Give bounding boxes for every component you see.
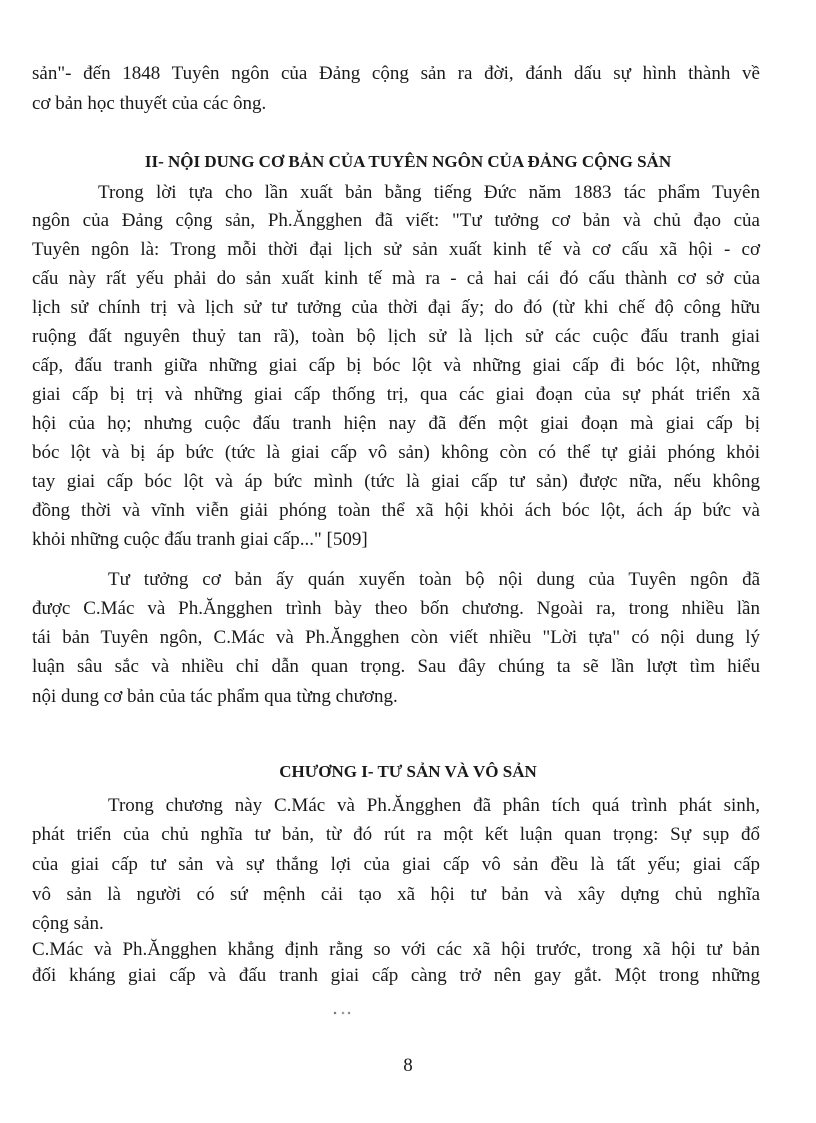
- text-line: được C.Mác và Ph.Ăngghen trình bày theo bốn chương. Ngoài ra, trong nhiều lần: [32, 598, 760, 619]
- text-line: ngôn của Đảng cộng sản, Ph.Ăngghen đã viết: "Tư tưởng cơ bản và chủ đạo của: [32, 210, 760, 231]
- text-line: cấu này rất yếu phải do sản xuất kinh tế mà ra - cả hai cái đó cấu thành cơ sở của: [32, 268, 760, 289]
- chapter-heading: CHƯƠNG I- TƯ SẢN VÀ VÔ SẢN: [279, 762, 537, 781]
- text-line: ruộng đất nguyên thuỷ tan rã), toàn bộ lịch sử là lịch sử các cuộc đấu tranh giai: [32, 326, 760, 347]
- text-line: của giai cấp tư sản và sự thắng lợi của giai cấp vô sản đều là tất yếu; giai cấp: [32, 854, 760, 875]
- text-line: sản"- đến 1848 Tuyên ngôn của Đảng cộng sản ra đời, đánh dấu sự hình thành về: [32, 63, 760, 84]
- text-line: luận sâu sắc và nhiều chỉ dẫn quan trọng. Sau đây chúng ta sẽ lần lượt tìm hiểu: [32, 656, 760, 677]
- text-line: tái bản Tuyên ngôn, C.Mác và Ph.Ăngghen còn viết nhiều "Lời tựa" có nội dung lý: [32, 627, 760, 648]
- text-line: lịch sử chính trị và lịch sử tư tưởng của thời đại ấy; do đó (từ khi chế độ công hữu: [32, 297, 760, 318]
- text-line: phát triển của chủ nghĩa tư bản, từ đó rút ra một kết luận quan trọng: Sự sụp đổ: [32, 824, 760, 845]
- text-line: tay giai cấp bóc lột và áp bức mình (tức là giai cấp tư sản) được nữa, nếu không: [32, 471, 760, 492]
- text-line: đối kháng giai cấp và đấu tranh giai cấp càng trở nên gay gắt. Một trong những: [32, 965, 760, 986]
- text-line: giai cấp bị trị và những giai cấp thống trị, qua các giai đoạn của sự phát triển xã: [32, 384, 760, 405]
- text-line: vô sản là người có sứ mệnh cải tạo xã hội tư bản và xây dựng chủ nghĩa: [32, 884, 760, 905]
- text-line: khỏi những cuộc đấu tranh giai cấp..." [509]: [32, 529, 368, 550]
- text-line: nội dung cơ bản của tác phẩm qua từng chương.: [32, 686, 398, 707]
- text-line: Tuyên ngôn là: Trong mỗi thời đại lịch sử sản xuất kinh tế và cơ cấu xã hội - cơ: [32, 239, 760, 260]
- text-line: cộng sản.: [32, 913, 104, 934]
- text-line: hội của họ; nhưng cuộc đấu tranh hiện nay đã đến một giai đoạn mà giai cấp bị: [32, 413, 760, 434]
- scan-speck: [333, 1011, 351, 1015]
- text-line: Trong lời tựa cho lần xuất bản bằng tiếng Đức năm 1883 tác phẩm Tuyên: [98, 182, 760, 203]
- text-line: Tư tưởng cơ bản ấy quán xuyến toàn bộ nội dung của Tuyên ngôn đã: [108, 569, 760, 590]
- text-line: cấp, đấu tranh giữa những giai cấp bị bóc lột và những giai cấp đi bóc lột, những: [32, 355, 760, 376]
- text-line: Trong chương này C.Mác và Ph.Ăngghen đã phân tích quá trình phát sinh,: [108, 795, 760, 816]
- page-number: 8: [403, 1055, 413, 1076]
- text-line: bóc lột và bị áp bức (tức là giai cấp vô sản) không còn có thể tự giải phóng khỏi: [32, 442, 760, 463]
- text-line: đồng thời và vĩnh viễn giải phóng toàn thể xã hội khỏi ách bóc lột, ách áp bức và: [32, 500, 760, 521]
- text-line: cơ bản học thuyết của các ông.: [32, 93, 267, 114]
- section-heading: II- NỘI DUNG CƠ BẢN CỦA TUYÊN NGÔN CỦA ĐẢNG CỘNG SẢN: [144, 152, 672, 171]
- text-line: C.Mác và Ph.Ăngghen khẳng định rằng so với các xã hội trước, trong xã hội tư bản: [32, 939, 760, 960]
